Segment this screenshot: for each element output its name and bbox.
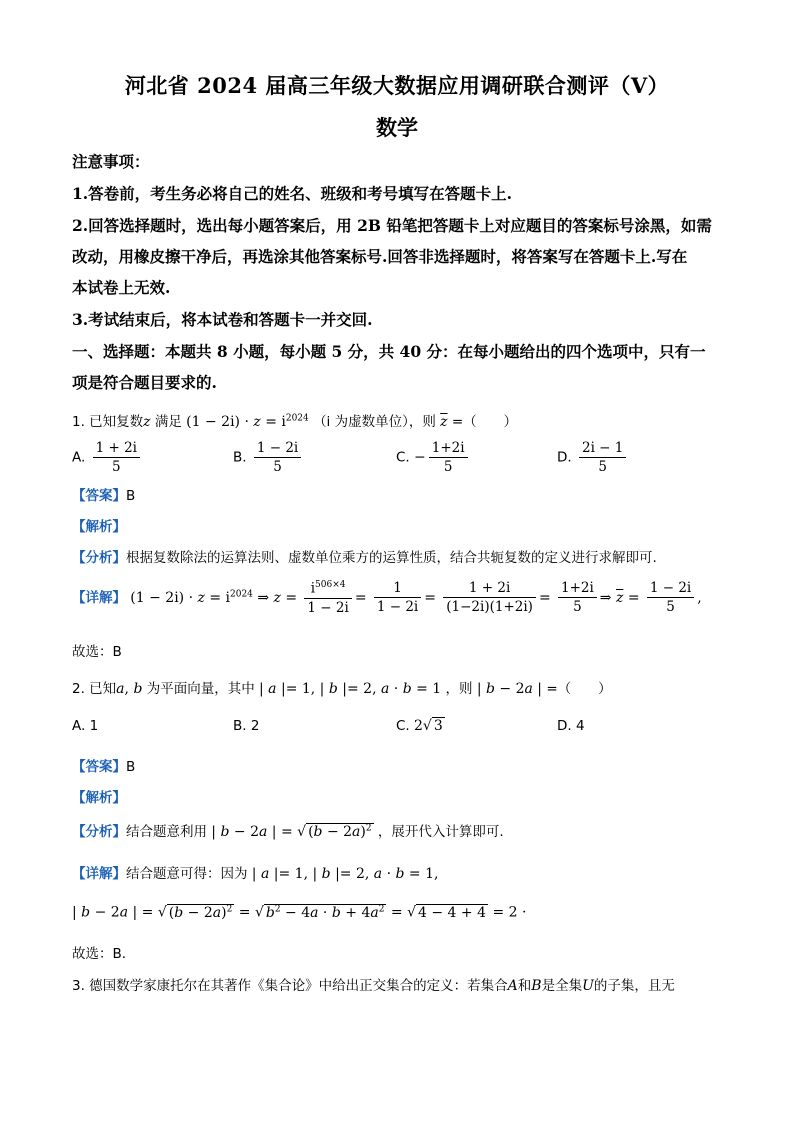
q2-option-b: B. 2 (233, 718, 260, 734)
q2-choose: 故选：B. (72, 946, 127, 962)
q1-mid: 满足 (154, 414, 182, 430)
q1-option-d: D. $\frac{2i - 1}{5}$ (557, 440, 629, 475)
q1-suffix: （i 为虚数单位），则 (313, 414, 436, 430)
q2-fenxi: 【分析】结合题意利用 | b − 2a | = √ $(b - 2a)^2$ ，展开代入计算即可. (72, 823, 504, 840)
q2-stem: 2. 已知a, b 为平面向量，其中 | a |= 1, | b |= 2, a · b = 1 ，则 | b − 2a | =（ ） (72, 681, 612, 697)
q1-answer: 【答案】B (72, 488, 136, 504)
notes-heading: 注意事项： (72, 152, 150, 171)
q1-detail: 【详解】 $(1 - 2i) \cdot z = i^{2024}$ ⇒ z = $\frac{i^{506\times 4}}{1 - 2i}$ = $\frac{1}{1 - 2i}$ = $\frac{1 + 2i}{(1-2i)(1+2i)}$ = $\frac{1+2i}{5}$ ⇒ $\overline{z}$ = $\frac{1 - 2i}{5}$ , (72, 580, 702, 616)
q1-analysis-label: 【解析】 (72, 519, 126, 535)
q1-stem: 1. 已知复数z 满足 $(1 - 2i) \cdot z = i^{2024}$ （i 为虚数单位），则 $\overline{z}$ =（ ） (72, 413, 518, 430)
q1-option-b: B. $\frac{1 - 2i}{5}$ (233, 440, 304, 475)
notes-item-2-line-2: 改动，用橡皮擦干净后，再选涂其他答案标号.回答非选择题时，将答案写在答题卡上.写在 (72, 247, 688, 266)
section-heading-line-2: 项是符合题目要求的. (72, 373, 217, 392)
q1-option-c: C. − $\frac{1+2i}{5}$ (396, 440, 471, 475)
notes-item-2-line-1: 2.回答选择题时，选出每小题答案后，用 2B 铅笔把答题卡上对应题目的答案标号涂黑，如需 (72, 216, 712, 235)
q2-option-d: D. 4 (557, 718, 585, 734)
section-heading-line-1: 一、选择题：本题共 8 小题，每小题 5 分，共 40 分：在每小题给出的四个选项中，只有一 (72, 342, 706, 361)
q2-detail: 【详解】结合题意可得：因为 | a |= 1, | b |= 2, a · b = 1, (72, 866, 439, 882)
q1-fenxi: 【分析】根据复数除法的运算法则、虚数单位乘方的运算性质，结合共轭复数的定义进行求解即可. (72, 550, 657, 566)
notes-item-1: 1.答卷前，考生务必将自己的姓名、班级和考号填写在答题卡上. (72, 184, 513, 203)
q2-option-a: A. 1 (72, 718, 99, 734)
q1-end: =（ ） (451, 414, 518, 430)
q1-prefix: 1. 已知复数 (72, 414, 144, 430)
q2-answer: 【答案】B (72, 759, 136, 775)
q1-choose: 故选：B (72, 644, 122, 660)
q2-analysis-label: 【解析】 (72, 790, 126, 806)
q3-stem: 3. 德国数学家康托尔在其著作《集合论》中给出正交集合的定义：若集合A和B是全集U的子集，且无 (72, 978, 675, 994)
notes-item-3: 3.考试结束后，将本试卷和答题卡一并交回. (72, 310, 373, 329)
notes-item-2-line-3: 本试卷上无效. (72, 278, 171, 297)
q2-option-c: C. 2√ 3 (396, 718, 443, 734)
q1-option-a: A. $\frac{1 + 2i}{5}$ (72, 440, 143, 475)
page-title: 河北省 2024 届高三年级大数据应用调研联合测评（V） (124, 73, 670, 98)
page-subject: 数学 (376, 115, 418, 140)
q2-detail-equation: | b − 2a | = √ $(b - 2a)^2$ = √ $b^2 - 4a \cdot b + 4a^2$ = √ 4 − 4 + 4 = 2 · (72, 904, 527, 921)
